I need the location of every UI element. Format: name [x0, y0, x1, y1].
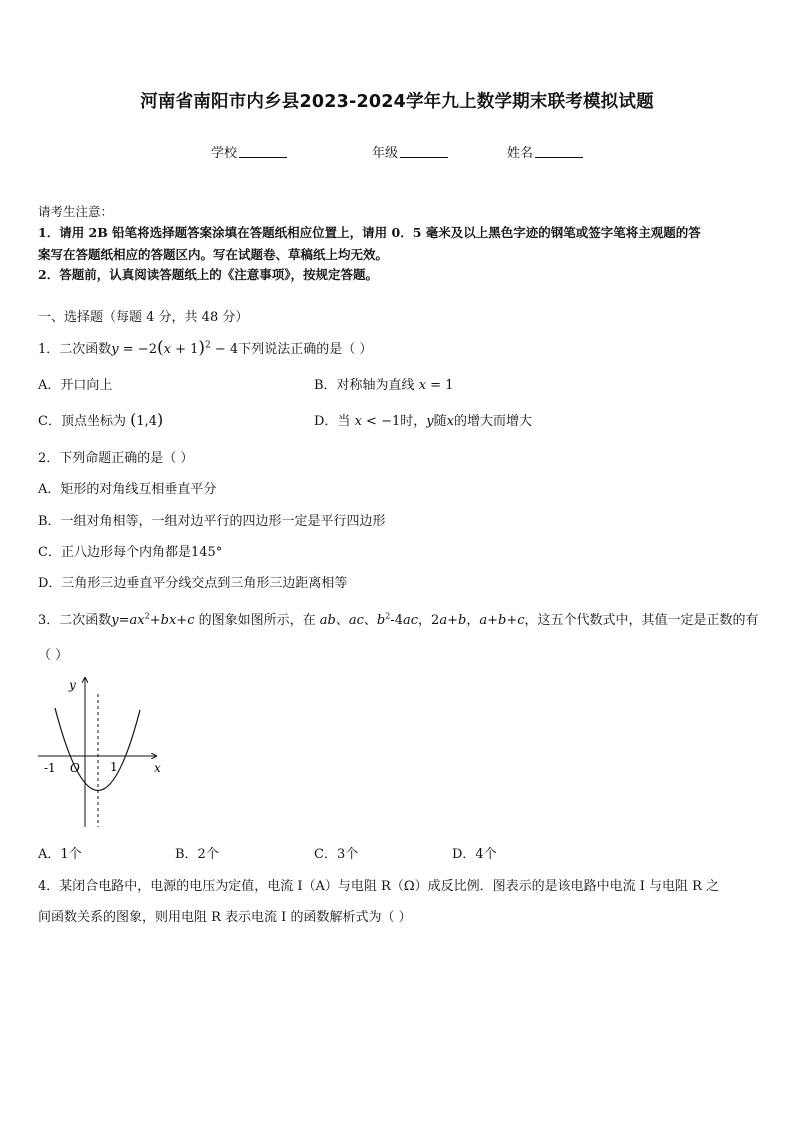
q3-stem-a: 3．二次函数 [38, 613, 112, 628]
question-3-stem: 3．二次函数$y=ax^2+bx+c$ 的图象如图所示，在 ab、ac、$b^2-4ac$，2a+b，a+b+c，这五个代数式中，其值一定是正数的有 [38, 611, 759, 628]
q1-option-b-text: B．对称轴为直线 [314, 378, 415, 393]
notice-heading: 请考生注意： [38, 204, 114, 219]
q3-stem-c: ，这五个代数式中，其值一定是正数的有 [524, 613, 759, 628]
q1-option-d: D．当 x < −1时，y随x的增大而增大 [314, 414, 532, 429]
grade-label: 年级 [372, 146, 399, 161]
section-heading: 一、选择题（每题 4 分，共 48 分） [38, 310, 249, 325]
q1-option-a: A．开口向上 [38, 378, 113, 393]
school-label: 学校 [211, 146, 238, 161]
q3-option-c: C．3个 [314, 847, 359, 862]
q1-option-c-text: C．顶点坐标为 [38, 414, 126, 429]
name-field [507, 142, 583, 161]
q3-option-d: D．4个 [452, 847, 497, 862]
q2-option-a: A．矩形的对角线互相垂直平分 [38, 482, 217, 497]
q1-option-c: C．顶点坐标为 (1,4) [38, 410, 164, 429]
origin-label: O [70, 761, 80, 775]
q1-suffix: 下列说法正确的是（ ） [238, 342, 373, 357]
q2-option-c: C．正八边形每个内角都是145° [38, 545, 223, 560]
q2-option-b: B．一组对角相等，一组对边平行的四边形一定是平行四边形 [38, 514, 386, 529]
grade-field [372, 142, 448, 161]
name-label: 姓名 [507, 146, 534, 161]
q3-option-b: B．2个 [175, 847, 219, 862]
name-blank [535, 144, 583, 158]
q1-option-b: B．对称轴为直线 x = 1 [314, 378, 454, 393]
notice-item-2: 2．答题前，认真阅读答题纸上的《注意事项》，按规定答题。 [38, 267, 378, 282]
tick-neg1: -1 [44, 761, 56, 775]
q1-option-d-mid: 时， [400, 414, 427, 429]
q1-option-d-end: 的增大而增大 [453, 414, 532, 429]
q3-option-a: A．1个 [38, 847, 82, 862]
q1-formula: $y = -2(x + 1)^2 - 4$ [111, 338, 239, 358]
q1-option-d-sui: 随 [433, 414, 447, 429]
page-title: 河南省南阳市内乡县2023-2024学年九上数学期末联考模拟试题 [140, 92, 654, 112]
q3-parabola-graph [34, 672, 169, 832]
y-axis-label: y [69, 678, 76, 692]
question-4-line-1: 4．某闭合电路中，电源的电压为定值，电流 I（A）与电阻 R（Ω）成反比例．图表示的是该电路中电流 I 与电阻 R 之 [38, 879, 720, 894]
q3-paren: （ ） [38, 648, 69, 663]
school-blank [239, 144, 287, 158]
notice-item-1b: 案写在答题纸相应的答题区内。写在试题卷、草稿纸上均无效。 [38, 247, 389, 262]
q2-option-d: D．三角形三边垂直平分线交点到三角形三边距离相等 [38, 576, 348, 591]
q1-number: 1．二次函数 [38, 342, 112, 357]
q1-option-d-pre: D．当 [314, 414, 351, 429]
question-1-stem [38, 338, 372, 358]
x-axis-label: x [154, 761, 161, 775]
q3-stem-b: 的图象如图所示，在 [198, 613, 316, 628]
school-field [211, 142, 287, 161]
tick-1: 1 [110, 760, 118, 774]
grade-blank [400, 144, 448, 158]
question-2-stem: 2．下列命题正确的是（ ） [38, 451, 194, 466]
notice-item-1a: 1．请用 2B 铅笔将选择题答案涂填在答题纸相应位置上，请用 0．5 毫米及以上黑色字迹的钢笔或签字笔将主观题的答 [38, 225, 701, 240]
question-4-line-2: 间函数关系的图象，则用电阻 R 表示电流 I 的函数解析式为（ ） [38, 910, 412, 925]
